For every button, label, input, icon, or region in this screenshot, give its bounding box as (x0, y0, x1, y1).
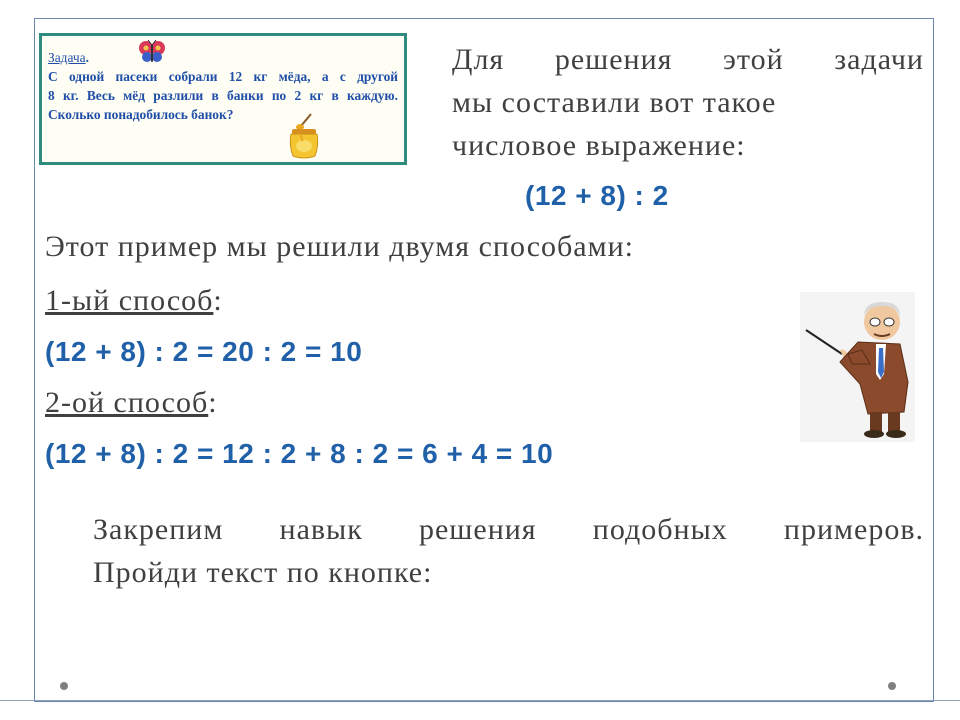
bottom-divider (0, 700, 960, 701)
task-title-punct: . (85, 50, 89, 65)
intro-line-1: Для решения этой задачи (452, 43, 924, 76)
teacher-with-pointer-icon (800, 292, 915, 442)
method-2-heading (45, 386, 218, 420)
numeric-expression: (12 + 8) : 2 (525, 180, 669, 211)
method-1-label: 1-ый способ (45, 284, 214, 317)
intro-paragraph (452, 38, 924, 167)
task-box (39, 33, 407, 165)
task-line-3: Сколько понадобилось банок? (48, 107, 234, 122)
intro-line-3: числовое выражение: (452, 129, 746, 162)
corner-dot-right (888, 682, 896, 690)
method-2-label: 2-ой способ (45, 386, 209, 419)
closing-line-1: Закрепим навык решения подобных примеров. (93, 513, 924, 546)
closing-paragraph (93, 508, 924, 594)
honey-jar-icon (287, 112, 321, 160)
solved-text: Этот пример мы решили двумя способами: (45, 230, 634, 263)
method-2-math: (12 + 8) : 2 = 12 : 2 + 8 : 2 = 6 + 4 = 10 (45, 438, 554, 469)
intro-line-2: мы составили вот такое (452, 86, 777, 119)
task-line-1: С одной пасеки собрали 12 кг мёда, а с другой (48, 69, 398, 84)
method-2-suffix: : (208, 386, 218, 419)
butterfly-icon (138, 40, 166, 64)
closing-line-2: Пройди текст по кнопке: (93, 556, 433, 589)
method-1-heading (45, 284, 223, 318)
method-1-suffix: : (213, 284, 223, 317)
task-title: Задача (48, 50, 86, 65)
method-1-math: (12 + 8) : 2 = 20 : 2 = 10 (45, 336, 363, 367)
task-line-2: 8 кг. Весь мёд разлили в банки по 2 кг в каждую. (48, 88, 398, 103)
corner-dot-left (60, 682, 68, 690)
